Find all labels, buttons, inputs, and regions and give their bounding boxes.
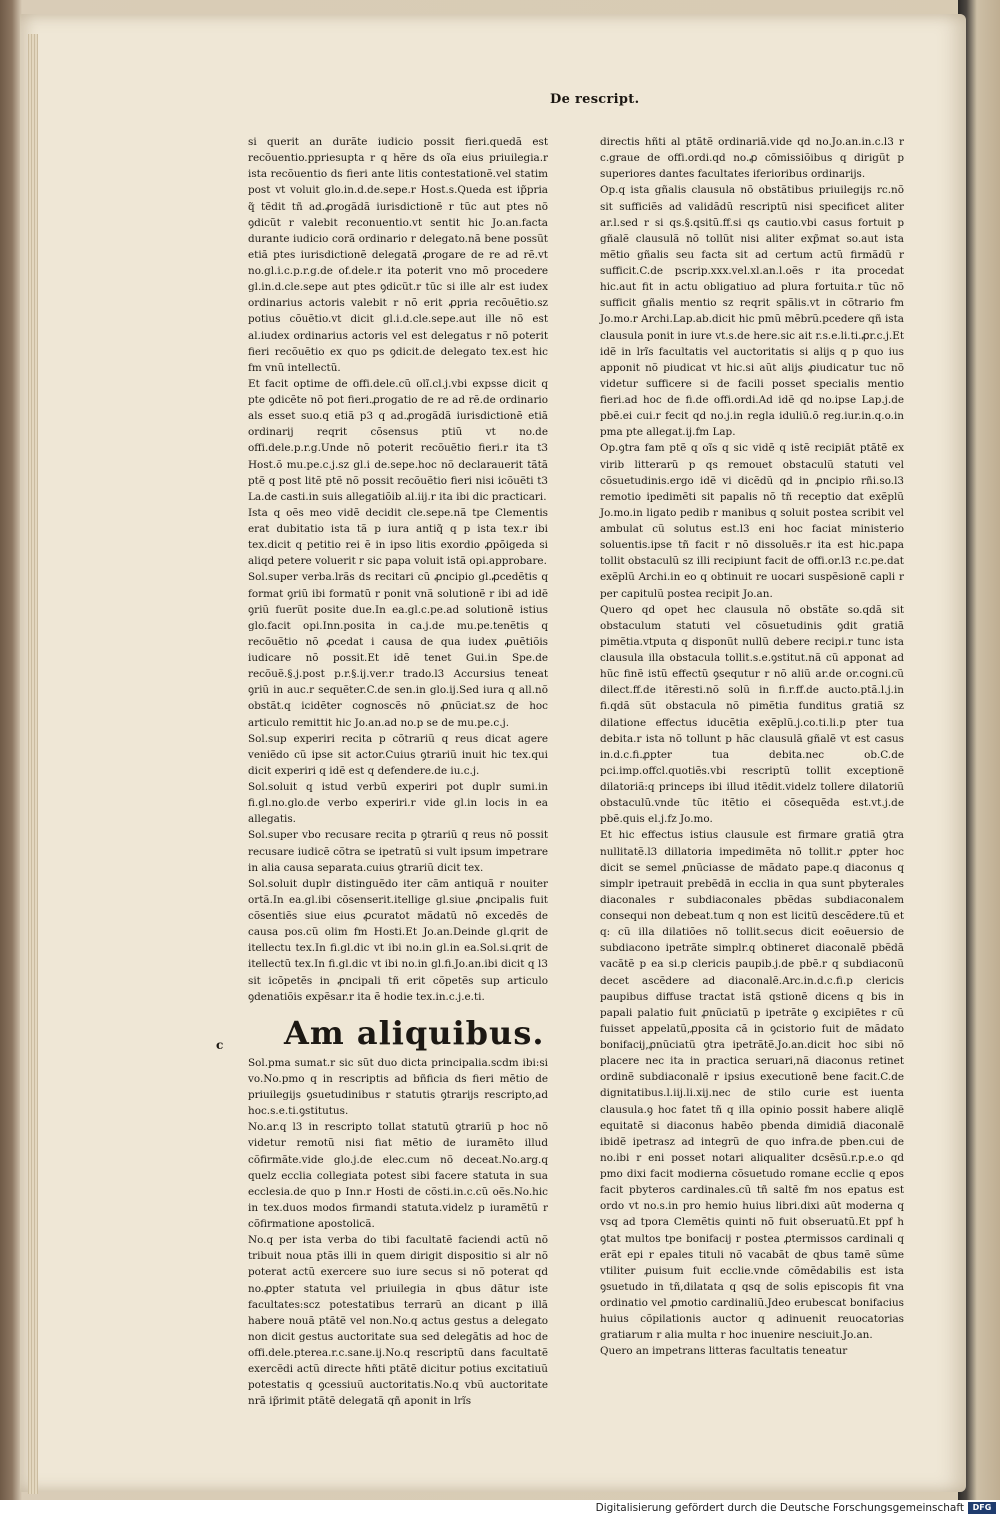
paragraph: Et facit optime de offi.dele.cũ olĩ.cl.j.vbi expsse dicit q pte ꝯdicẽte nõ pot fieri.ꝓrogatio de re ad rẽ.de ordinario als esset suo.q etiã p3 q ad.ꝓrogãdã iurisdictionẽ etiã ordinarij reqrit cõsensus ptiũ vt no.de offi.dele.p.r.g.Unde nõ poterit recõuẽtio fieri.r ita t3 Host.õ mu.pe.c.j.sz gl.i de.sepe.hoc nõ declarauerit tãtã ptẽ q post litẽ ptẽ nõ possit recõuẽtio fieri nisi icõuẽti t3 La.de casti.in suis allegatiõib al.iij.r ita ibi dic practicari. bbox=[248, 377, 548, 503]
paragraph: si querit an durãte iudicio possit fieri.quedã est recõuentio.ppriesupta r q hẽre ds oĩa eius priuilegia.r ista recõuentio ds fieri ante litis contestationẽ.vel statim post vt voluit glo.in.d.de.sepe.r Host.s.Queda est ip̃pria q̃ tẽdit tñ ad.ꝓrogãdã iurisdictionẽ r tũc aut ptes nõ ꝯdicũt r valebit reconuentio.vt sentit hic Jo.an.facta durante iudicio corã ordinario r delegato.nã bene possũt etiã ptes iurisdictionẽ delegatã ꝓrogare de re ad rẽ.vt no.gl.i.c.p.r.g.de of.dele.r ita poterit vno mõ procedere gl.in.d.cle.sepe aut ptes ꝯdicũt.r tũc si ille alr est iudex ordinarius actoris valebit r nõ erit ꝓpria recõuẽtio.sz potius cõuẽtio.vt dicit gl.i.d.cle.sepe.aut ille nõ est al.iudex ordinarius actoris vel est delegatus r nõ poterit fieri recõuẽtio ex quo ps ꝯdicit.de delegato tex.est hic fm vnũ intellectũ. bbox=[248, 136, 548, 374]
paragraph: Quero an impetrans litteras facultatis teneatur bbox=[600, 1345, 848, 1358]
paragraph: Et hic effectus istius clausule est firmare gratiã ꝯtra nullitatẽ.l3 dillatoria impedimẽta nõ tollit.r ꝓpter hoc dicit se semel ꝓnũciasse de mãdato pape.q diaconus q simplr ipetrauit prebẽdã in ecclia in qua sunt pbyterales diaconales r subdiaconales pbẽdas subdiaconalem consequi non debeat.tum q non est licitũ descẽdere.tũ et q: cũ illa dilatiões nõ tollit.secus dicit eoẽuersio de subdiacono ipetrãte simplr.q obtineret diaconalẽ pbẽdã vacãtẽ p ea si.p clericis paupib.j.de pbẽ.r q subdiaconũ decet ascẽdere ad diaconalẽ.Arc.in.d.c.fi.p clericis paupibus diffuse tractat istã qstionẽ dicens q bis in papali palatio fuit ꝓnũciatũ p ipetrãte ꝯ excipiẽtes r cũ fuisset appelatũ,ꝓposita cã in ꝯcistorio fuit de mãdato bonifacij,ꝓnũciatũ ꝯtra ipetrãtẽ.Jo.an.dicit hoc sibi nõ placere nec ita in practica seruari,nã diaconus retinet ordinẽ subdiaconalẽ r ipsius executionẽ bene facit.C.de dignitatibus.l.iij.li.xij.nec de stilo curie est iuenta clausula.ꝯ hoc fatet tñ q illa opinio possit habere aliqlẽ equitatẽ si diaconus habẽo pbenda dimidiã diaconalẽ ibidẽ ipetrasz ad integrũ de quo infra.de pben.cui de no.ibi r eni posset notari aliqualiter dcsẽsũ.r.p.e.o qd pmo dixi facit modierna cõsuetudo romane ecclie q epos facit pbyteros cardinales.cũ tñ saltẽ fm nos epatus est ordo vt no.s.in pro hemio huius libri.dixi aũt moderna q vsq ad tpora Clemẽtis quinti nõ fuit obseruatũ.Et ppf h ꝯtat multos tpe bonifacij r postea ꝓtermissos cardinali q erãt epi r epales tituli nõ vacabãt de qbus tamẽ sũme vtiliter ꝓuisum fuit ecclie.vnde cõmẽdabilis est ista ꝯsuetudo in tñ,dilatata q qsq de solis episcopis fit vna ordinatio vel ꝓmotio cardinaliũ.Jdeo erubescat bonifacius huius cõpilationis auctor q adinuenit reuocatorias gratiarum r alia multa r hoc inuenire nesciuit.Jo.an. bbox=[600, 829, 904, 1342]
paragraph: Sol.super vbo recusare recita p ꝯtrariũ q reus nõ possit recusare iudicẽ cõtra se ipetratũ si vult ipsum impetrare in alia causa separata.cuius ꝯtrariũ dicit tex. bbox=[248, 829, 548, 874]
paragraph: Op.q ista gñalis clausula nõ obstãtibus priuilegijs rc.nõ sit sufficiẽs ad validãdũ rescriptũ nisi specificet aliter ar.l.sed r si qs.§.qsitũ.ff.si qs cautio.vbi casus fortuit p gñalẽ clausulã nõ tollũt nisi aliter exp̃mat so.aut ista mẽtio gñalis seu facta sit ad certum actũ firmãdũ r sufficit.C.de pscrip.xxx.vel.xl.an.l.oẽs r ita procedat hic.aut fit in actu obligatiuo ad plura fortuita.r tũc nõ sufficit gñalis mentio sz reqrit spãlis.vt in cõtrario fm Jo.mo.r Archi.Lap.ab.dicit hic pmũ mẽbrũ.pcedere qñ ista clausula ponit in iure vt.s.de here.sic ait r.s.e.li.ti.ꝓr.c.j.Et idẽ in lrĩs facultatis vel auctoritatis si alijs q p quo ius apponit nõ piudicat vt hic.si aũt alijs ꝓiudicatur tuc nõ videtur sufficere si de facili posset specialis mentio fieri.ad hoc de fi.de offi.ordi.Ad idẽ qd no.ipse Lap.j.de pbẽ.ei cui.r fecit qd no.j.in regla iduliũ.õ reg.iur.in.q.o.in pma pte allegat.ij.fm Lap. bbox=[600, 184, 904, 439]
paragraph: Op.ꝯtra fam ptẽ q oĩs q sic vidẽ q istẽ recipiãt ptãtẽ ex virib litterarũ p qs remouet obstaculũ statuti vel cõsuetudinis.ergo idẽ vi dicẽdũ qd in ꝓncipio rñi.so.l3 remotio ipedimẽti sit papalis nõ tñ receptio dat exẽplũ Jo.mo.in ligato pedib r manibus q soluit postea scribit vel ambulat cũ solutus est.l3 eni hoc faciat ministerio soluentis.ipse tñ facit r nõ dissoluẽs.r ita est hic.papa tollit obstaculũ sz illi recipiunt facit de offi.or.l3 r.c.pe.dat exẽplũ Archi.in eo q obtinuit re uocari suspẽsionẽ capli r per capitulũ postea recipit Jo.an. bbox=[600, 442, 904, 600]
dfg-logo-icon: DFG bbox=[968, 1502, 996, 1514]
paragraph: Sol.soluit q istud verbũ experiri pot duplr sumi.in fi.gl.no.glo.de verbo experiri.r vide gl.in locis in ea allegatis. bbox=[248, 781, 548, 826]
paragraph: No.q per ista verba do tibi facultatẽ faciendi actũ nõ tribuit noua ptãs illi in quem dirigit dispositio si alr nõ poterat actũ exercere suo iure secus si nõ poterat qd no.ꝓpter statuta vel priuilegia in qbus dãtur iste facultates:scz potestatibus terrarũ an dicant p illã habere nouã ptãtẽ vel non.No.q actus gestus a delegato non dicit gestus auctoritate sua sed delegãtis ad hoc de offi.dele.pterea.r.c.sane.ij.No.q rescriptũ dans facultatẽ exercẽdi actũ directe hñti ptãtẽ dicitur potius excitatiuũ potestatis q ꝯcessiuũ auctoritatis.No.q vbũ auctoritate nrã ip̃rimit ptãtẽ delegatã qñ aponit in lrĩs bbox=[248, 1234, 548, 1408]
section-marker: c bbox=[216, 1037, 224, 1052]
right-column bbox=[600, 134, 904, 1360]
footer-credit: Digitalisierung gefördert durch die Deutsche Forschungsgemeinschaft bbox=[595, 1502, 964, 1514]
paragraph: Quero qd opet hec clausula nõ obstãte so.qdã sit obstaculum statuti vel cõsuetudinis ꝯdit gratiã pimẽtia.vtputa q disponũt nullũ debere recipi.r tunc ista clausula illa obstacula tollit.s.e.ꝯstitut.nã cũ apponat ad hũc finẽ istũ effectũ ꝯsequtur r nõ aliũ ar.de or.cogni.cũ dilect.ff.de itẽresti.nõ solũ in fi.r.ff.de aucto.ptã.l.j.in fi.qdã sũt obstacula nõ pimẽtia funditus gratiã sz dilatione effectus iducẽtia exẽplũ.j.co.ti.li.p pter tua debita.r ista nõ tollunt p hãc clausulã gñalẽ vt est casus in.d.c.fi.ꝓpter tua debita.nec ob.C.de pci.imp.offcl.quotiẽs.vbi rescriptũ tollit exceptionẽ dilatoriã:q princeps ibi illud itẽdit.videlz tollere dilatoriũ obstaculũ.vnde tũc itẽtio ei cõsequẽda est.vt.j.de pbẽ.quis el.j.fz Jo.mo. bbox=[600, 603, 904, 826]
paragraph: Sol.soluit duplr distinguẽdo iter cãm antiquã r nouiter ortã.In ea.gl.ibi cõsenserit.itellige gl.siue ꝓncipalis fuit cõsentiẽs siue eius ꝓcuratot mãdatũ nõ excedẽs de causa pos.cũ olim fm Hosti.Et Jo.an.Deinde gl.qrit de itellectu tex.In fi.gl.dic vt ibi no.in gl.in ea.Sol.si.qrit de itellectũ tex.In fi.gl.dic vt ibi no.in gl.fi.Jo.an.ibi dicit q l3 sit icõpetẽs in ꝓncipali tñ erit cõpetẽs sup articulo ꝯdenatiõis expẽsar.r ita ẽ hodie tex.in.c.j.e.ti. bbox=[248, 877, 548, 1003]
paragraph: Sol.super verba.lrãs ds recitari cũ ꝓncipio gl.ꝓcedẽtis q format ꝯriũ ibi formatũ r ponit vnã solutionẽ r ibi ad idẽ ꝯriũ fuerũt posite due.In ea.gl.c.pe.ad solutionẽ istius glo.facit opi.Inn.posita in ca.j.de mu.pe.tenẽtis q recõuẽtio nõ ꝓcedat i causa de qua iudex ꝓuẽtiõis iudicare nõ possit.Et idẽ tenet Gui.in Spe.de recõuẽ.§.j.post p.r.§.ij.ver.r trado.l3 Accursius teneat ꝯriũ in auc.r sequẽter.C.de sen.in glo.ij.Sed iura q all.nõ obstãt.q icidẽter cognoscẽs nõ ꝓnũciat.sz de hoc articulo remittit hic Jo.an.ad no.p se de mu.pe.c.j. bbox=[248, 571, 548, 729]
paragraph: directis hñti al ptãtẽ ordinariã.vide qd no.Jo.an.in.c.l3 r c.graue de offi.ordi.qd no.ꝓ cõmissiõibus q dirigũt p superiores dantes facultates iferioribus ordinarijs. bbox=[600, 136, 904, 181]
running-head: De rescript. bbox=[550, 92, 640, 107]
page-edge bbox=[28, 34, 38, 1494]
section-heading bbox=[216, 1013, 548, 1052]
paragraph: Ista q oẽs meo vidẽ decidit cle.sepe.nã tpe Clementis erat dubitatio ista tã p iura antiq̃ q p ista tex.r ibi tex.dicit q petitio rei ẽ in ipso litis exordio ꝓpõigeda si aliqd petere voluerit r sic papa voluit istã opi.approbare. bbox=[248, 506, 548, 568]
gothic-initial-words: Am aliquibus. bbox=[284, 1013, 545, 1052]
left-column bbox=[216, 134, 548, 1410]
paragraph: Sol.pma sumat.r sic sũt duo dicta principalia.scdm ibi:si vo.No.pmo q in rescriptis ad bñficia ds fieri mẽtio de priuilegijs ꝯsuetudinibus r statutis ꝯtrarijs rescripto,ad hoc.s.e.ti.ꝯstitutus. bbox=[248, 1056, 548, 1118]
paragraph: No.ar.q l3 in rescripto tollat statutũ ꝯtrariũ p hoc nõ videtur remotũ nisi fiat mẽtio de iuramẽto illud cõfirmãte.vide glo.j.de elec.cum nõ deceat.No.arg.q quelz ecclia collegiata potest sibi facere statuta in sua ecclesia.de quo p Inn.r Hosti de cõsti.in.c.cũ oẽs.No.hic in tex.duos modos firmandi statuta.videlz p iuramẽtũ r cõfirmatione apostolicã. bbox=[248, 1121, 548, 1230]
footer-bar bbox=[0, 1500, 1000, 1516]
paragraph: Sol.sup experiri recita p cõtrariũ q reus dicat agere veniẽdo cũ ipse sit actor.Cuius ꝯtrariũ inuit hic tex.qui dicit experiri q idẽ est q defendere.de iu.c.j. bbox=[248, 732, 548, 777]
